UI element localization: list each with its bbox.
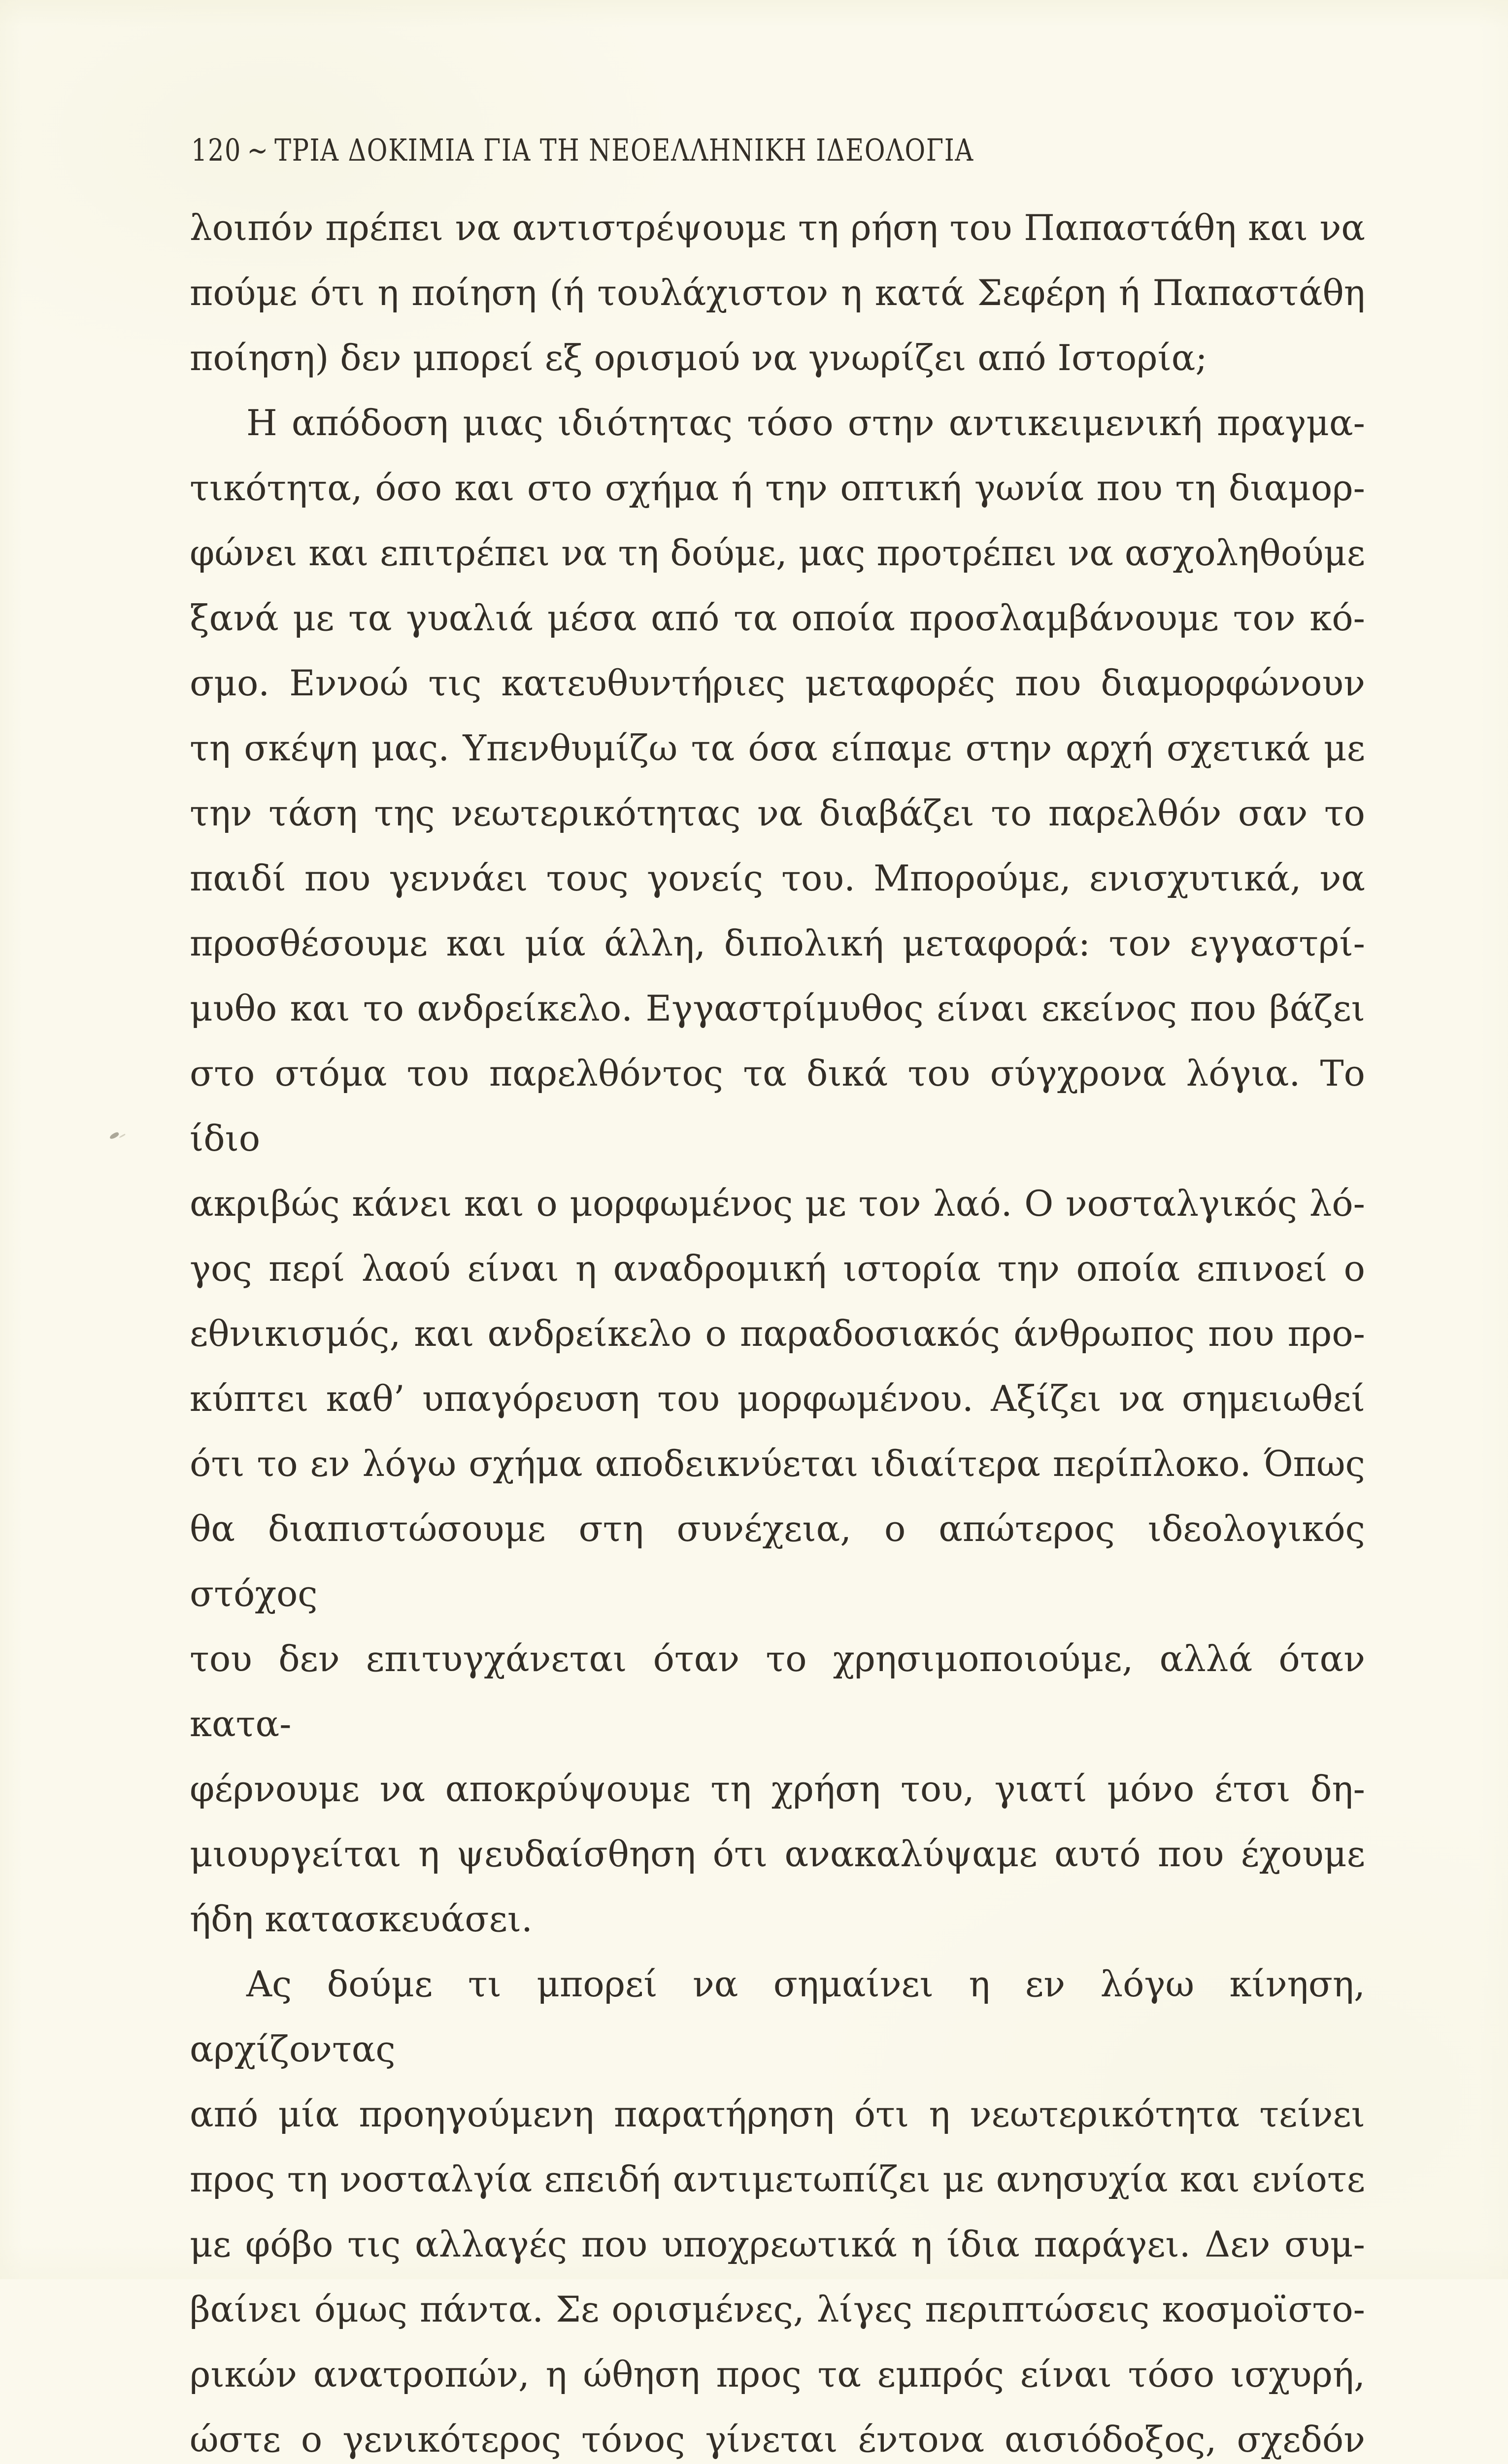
- body-line: ήδη κατασκευάσει.: [190, 1898, 533, 1940]
- body-line: τικότητα, όσο και στο σχήμα ή την οπτική γωνία που τη διαμορ-: [190, 467, 1365, 509]
- body-line: Η απόδοση μιας ιδιότητας τόσο στην αντικειμενική πραγμα-: [246, 402, 1365, 444]
- body-line: τη σκέψη μας. Υπενθυμίζω τα όσα είπαμε στην αρχή σχετικά με: [190, 727, 1365, 769]
- body-line: κύπτει καθ’ υπαγόρευση του μορφωμένου. Αξίζει να σημειωθεί: [190, 1378, 1365, 1419]
- body-line: βαίνει όμως πάντα. Σε ορισμένες, λίγες περιπτώσεις κοσμοϊστο-: [190, 2289, 1365, 2330]
- body-line: του δεν επιτυγχάνεται όταν το χρησιμοποιούμε, αλλά όταν κατα-: [190, 1638, 1365, 1745]
- paragraph: [190, 1951, 1365, 2464]
- body-line: με φόβο τις αλλαγές που υποχρεωτικά η ίδια παράγει. Δεν συμ-: [190, 2224, 1365, 2265]
- body-line: παιδί που γεννάει τους γονείς του. Μπορούμε, ενισχυτικά, να: [190, 857, 1365, 899]
- body-line: ποίηση) δεν μπορεί εξ ορισμού να γνωρίζει από Ιστορία;: [190, 337, 1207, 378]
- body-line: μιουργείται η ψευδαίσθηση ότι ανακαλύψαμε αυτό που έχουμε: [190, 1833, 1365, 1875]
- body-line: γος περί λαού είναι η αναδρομική ιστορία την οποία επινοεί ο: [190, 1248, 1365, 1289]
- body-line: λοιπόν πρέπει να αντιστρέψουμε τη ρήση του Παπαστάθη και να: [190, 207, 1365, 248]
- body-line: εθνικισμός, και ανδρείκελο ο παραδοσιακός άνθρωπος που προ-: [190, 1313, 1365, 1354]
- body-line: από μία προηγούμενη παρατήρηση ότι η νεωτερικότητα τείνει: [190, 2093, 1365, 2135]
- paragraph: [190, 390, 1365, 1951]
- body-line: μυθο και το ανδρείκελο. Εγγαστρίμυθος είναι εκείνος που βάζει: [190, 988, 1365, 1029]
- body-line: σμο. Εννοώ τις κατευθυντήριες μεταφορές που διαμορφώνουν: [190, 662, 1365, 704]
- page-header: [191, 132, 974, 168]
- body-line: ξανά με τα γυαλιά μέσα από τα οποία προσλαμβάνουμε τον κό-: [190, 597, 1365, 639]
- paragraph: [190, 195, 1365, 390]
- body-line: ρικών ανατροπών, η ώθηση προς τα εμπρός είναι τόσο ισχυρή,: [190, 2354, 1365, 2395]
- body-line: θα διαπιστώσουμε στη συνέχεια, ο απώτερος ιδεολογικός στόχος: [190, 1508, 1365, 1614]
- body-line: ακριβώς κάνει και ο μορφωμένος με τον λαό. Ο νοσταλγικός λό-: [190, 1183, 1365, 1224]
- body-line: ότι το εν λόγω σχήμα αποδεικνύεται ιδιαίτερα περίπλοκο. Όπως: [190, 1443, 1365, 1484]
- scan-artifact: [109, 1131, 120, 1140]
- header-separator: ~: [247, 132, 269, 168]
- body-line: φέρνουμε να αποκρύψουμε τη χρήση του, γιατί μόνο έτσι δη-: [190, 1768, 1365, 1810]
- text-block: [190, 195, 1365, 2464]
- body-line: προς τη νοσταλγία επειδή αντιμετωπίζει με ανησυχία και ενίοτε: [190, 2158, 1365, 2200]
- body-line: φώνει και επιτρέπει να τη δούμε, μας προτρέπει να ασχοληθούμε: [190, 532, 1365, 574]
- body-line: ώστε ο γενικότερος τόνος γίνεται έντονα αισιόδοξος, σχεδόν: [190, 2419, 1365, 2460]
- body-line: Ας δούμε τι μπορεί να σημαίνει η εν λόγω κίνηση, αρχίζοντας: [190, 1963, 1365, 2070]
- page-number: 120: [191, 132, 241, 168]
- body-line: την τάση της νεωτερικότητας να διαβάζει το παρελθόν σαν το: [190, 792, 1365, 834]
- body-line: πούμε ότι η ποίηση (ή τουλάχιστον η κατά Σεφέρη ή Παπαστάθη: [190, 272, 1365, 313]
- running-title: ΤΡΙΑ ΔΟΚΙΜΙΑ ΓΙΑ ΤΗ ΝΕΟΕΛΛΗΝΙΚΗ ΙΔΕΟΛΟΓΙΑ: [274, 132, 974, 168]
- body-line: στο στόμα του παρελθόντος τα δικά του σύγχρονα λόγια. Το ίδιο: [190, 1053, 1365, 1159]
- body-line: προσθέσουμε και μία άλλη, διπολική μεταφορά: τον εγγαστρί-: [190, 923, 1365, 964]
